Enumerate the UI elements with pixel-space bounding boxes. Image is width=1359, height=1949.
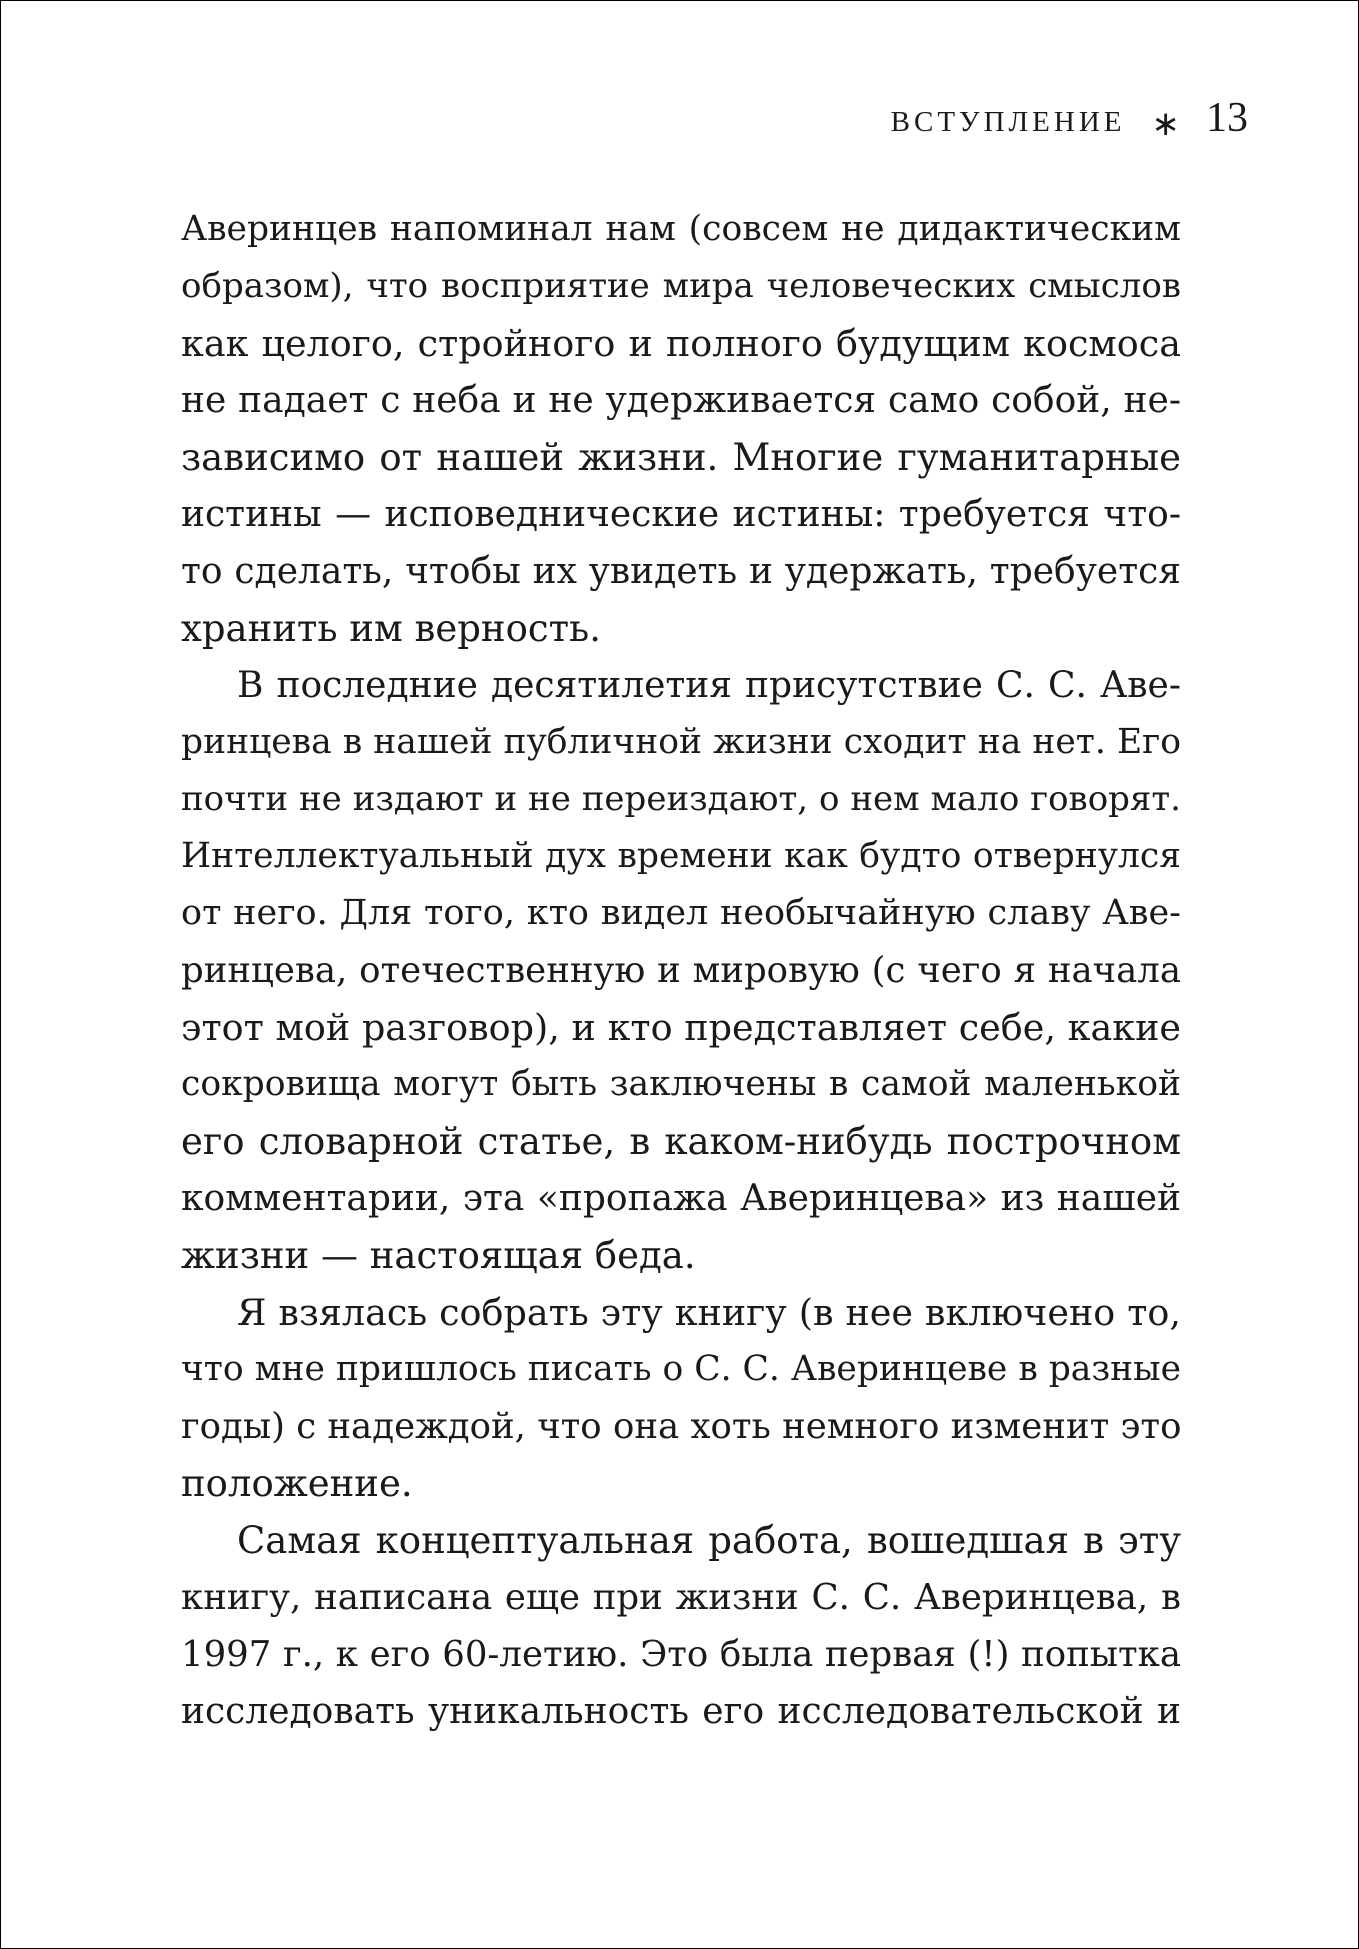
text-line: Интеллектуальный дух времени как будто отвернулся bbox=[181, 836, 1181, 876]
text-line: что мне пришлось писать о С. С. Аверинцеве в разные bbox=[181, 1349, 1182, 1389]
text-line: как целого, стройного и полного будущим космоса bbox=[181, 322, 1181, 365]
text-line: этот мой разговор), и кто представляет себе, какие bbox=[181, 1006, 1181, 1049]
text-line: хранить им верность. bbox=[181, 607, 601, 650]
asterisk-separator-icon: ∗ bbox=[1151, 104, 1180, 144]
text-line: ринцева, отечественную и мировую (с чего я начала bbox=[181, 950, 1181, 991]
text-line: жизни — настоящая беда. bbox=[181, 1234, 696, 1277]
text-line: его словарной статье, в каком-нибудь построчном bbox=[181, 1120, 1181, 1163]
text-line: почти не издают и не переиздают, о нем мало говорят. bbox=[181, 779, 1181, 819]
text-line: зависимо от нашей жизни. Многие гуманитарные bbox=[181, 436, 1181, 479]
paragraph-first-line: Я взялась собрать эту книгу (в нее включено то, bbox=[237, 1291, 1181, 1334]
text-line: 1997 г., к его 60-летию. Это была первая (!) попытка bbox=[181, 1634, 1181, 1675]
page-number: 13 bbox=[1206, 95, 1248, 141]
text-line: исследовать уникальность его исследовательской и bbox=[181, 1691, 1181, 1732]
text-line: не падает с неба и не удерживается само собой, не- bbox=[181, 380, 1181, 421]
body-text bbox=[181, 201, 1181, 1740]
paragraph-first-line: В последние десятилетия присутствие С. С. Аве- bbox=[237, 665, 1181, 706]
paragraph-first-line: Самая концептуальная работа, вошедшая в эту bbox=[237, 1519, 1181, 1562]
text-line: положение. bbox=[181, 1462, 413, 1505]
running-title: ВСТУПЛЕНИЕ bbox=[890, 106, 1126, 138]
text-line: то сделать, чтобы их увидеть и удержать, требуется bbox=[181, 551, 1181, 592]
text-line: сокровища могут быть заключены в самой маленькой bbox=[181, 1064, 1181, 1104]
text-line: истины — исповеднические истины: требуется что- bbox=[181, 494, 1181, 535]
text-line: комментарии, эта «пропажа Аверинцева» из нашей bbox=[181, 1178, 1181, 1219]
running-head bbox=[890, 95, 1248, 144]
text-line: книгу, написана еще при жизни С. С. Аверинцева, в bbox=[181, 1577, 1181, 1618]
text-line: от него. Для того, кто видел необычайную славу Аве- bbox=[181, 893, 1181, 933]
text-line: ринцева в нашей публичной жизни сходит на нет. Его bbox=[181, 722, 1181, 762]
text-line: Аверинцев напоминал нам (совсем не дидактическим bbox=[181, 209, 1181, 249]
text-line: годы) с надеждой, что она хоть немного изменит это bbox=[181, 1406, 1182, 1447]
text-line: образом), что восприятие мира человеческих смыслов bbox=[181, 266, 1181, 306]
